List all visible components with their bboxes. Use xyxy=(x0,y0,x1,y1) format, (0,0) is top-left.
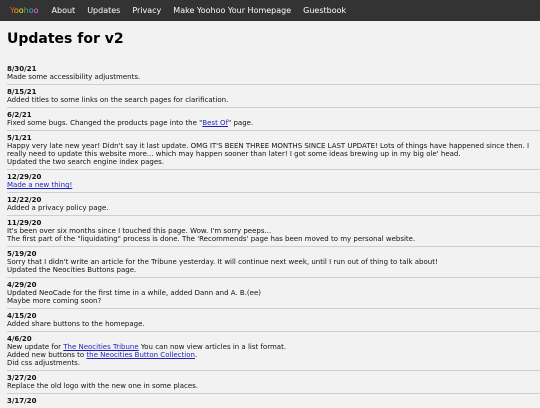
main-content xyxy=(0,21,540,408)
update-text-segment: New update for xyxy=(7,343,64,351)
update-text xyxy=(7,204,540,212)
update-entry xyxy=(7,331,540,370)
update-date: 5/19/20 xyxy=(7,250,37,258)
update-text xyxy=(7,343,540,351)
update-text-segment: Updated the two search engine index pages. xyxy=(7,158,165,166)
update-link[interactable]: Made a new thing! xyxy=(7,181,73,189)
update-text-segment: Updated NeoCade for the first time in a while, added Dann and A. B.(ee) xyxy=(7,289,261,297)
update-text xyxy=(7,181,540,189)
update-link[interactable]: the Neocities Button Collection xyxy=(86,351,195,359)
update-text-segment: . xyxy=(194,351,198,359)
update-date: 8/15/21 xyxy=(7,88,37,96)
update-date: 12/22/20 xyxy=(7,196,42,204)
update-text-segment: Added share buttons to the homepage. xyxy=(7,320,145,328)
update-text-segment: " page. xyxy=(228,119,254,127)
update-text-segment: Happy very late new year! Didn't say it last update. OMG IT'S BEEN THREE MONTHS SINCE LAST UPDATE! Lots of things have happened since then. I really need to update this website more... which may happen sooner than later! I got some ideas brewing up in my big ole' head. xyxy=(7,142,530,158)
update-text xyxy=(7,258,540,266)
update-date: 4/6/20 xyxy=(7,335,32,343)
update-text xyxy=(7,320,540,328)
update-entry xyxy=(7,62,540,84)
update-entry xyxy=(7,246,540,277)
update-date: 5/1/21 xyxy=(7,134,32,142)
brand-letter: o xyxy=(33,6,39,15)
nav-privacy[interactable]: Privacy xyxy=(132,6,162,15)
update-date: 3/17/20 xyxy=(7,397,37,405)
update-text xyxy=(7,158,540,166)
nav-updates[interactable]: Updates xyxy=(87,6,121,15)
update-entry xyxy=(7,130,540,169)
update-text xyxy=(7,227,540,235)
brand-letter: o xyxy=(18,6,24,15)
brand-letter: Y xyxy=(10,6,14,15)
update-entry xyxy=(7,308,540,331)
update-entry xyxy=(7,277,540,308)
update-text-segment: Did css adjustments. xyxy=(7,359,81,367)
update-text-segment: Sorry that I didn't write an article for the Tribune yesterday. It will continue next week, until I run out of thing to talk about! xyxy=(7,258,438,266)
update-text xyxy=(7,119,540,127)
brand-letter: o xyxy=(28,6,34,15)
update-date: 11/29/20 xyxy=(7,219,42,227)
update-entry xyxy=(7,393,540,408)
brand-letter: h xyxy=(23,6,29,15)
update-text-segment: Added a privacy policy page. xyxy=(7,204,109,212)
update-text xyxy=(7,297,540,305)
update-text xyxy=(7,96,540,104)
update-date: 4/15/20 xyxy=(7,312,37,320)
update-text-segment: Fixed some bugs. Changed the products page into the " xyxy=(7,119,203,127)
update-text-segment: The first part of the "liquidating" process is done. The 'Recommends' page has been moved to my personal website. xyxy=(7,235,416,243)
update-text-segment: Added new buttons to xyxy=(7,351,87,359)
update-entry xyxy=(7,107,540,130)
nav-guestbook[interactable]: Guestbook xyxy=(303,6,347,15)
nav-about[interactable]: About xyxy=(51,6,76,15)
page-title: Updates for v2 xyxy=(7,31,124,47)
nav-make-homepage[interactable]: Make Yoohoo Your Homepage xyxy=(173,6,292,15)
update-text xyxy=(7,351,540,359)
top-navbar xyxy=(0,0,540,21)
update-text-segment: Maybe more coming soon? xyxy=(7,297,102,305)
update-date: 12/29/20 xyxy=(7,173,42,181)
update-text-segment: Added titles to some links on the search pages for clarification. xyxy=(7,96,229,104)
update-date: 8/30/21 xyxy=(7,65,37,73)
update-entry xyxy=(7,192,540,215)
brand-logo-link[interactable] xyxy=(4,0,46,21)
update-entry xyxy=(7,169,540,192)
update-text-segment: It's been over six months since I touched this page. Wow. I'm sorry peeps... xyxy=(7,227,272,235)
update-list xyxy=(7,62,540,408)
update-entry xyxy=(7,215,540,246)
update-text xyxy=(7,235,540,243)
brand-letter: o xyxy=(13,6,19,15)
update-text xyxy=(7,382,540,390)
update-text-segment: Replace the old logo with the new one in some places. xyxy=(7,382,199,390)
update-text xyxy=(7,73,540,81)
update-date: 4/29/20 xyxy=(7,281,37,289)
update-link[interactable]: Best Of xyxy=(202,119,229,127)
update-text xyxy=(7,266,540,274)
update-text-segment: Made some accessibility adjustments. xyxy=(7,73,141,81)
update-text xyxy=(7,359,540,367)
update-date: 3/27/20 xyxy=(7,374,37,382)
update-text xyxy=(7,289,540,297)
update-date: 6/2/21 xyxy=(7,111,32,119)
update-text-segment: You can now view articles in a list format. xyxy=(138,343,287,351)
update-entry xyxy=(7,370,540,393)
update-link[interactable]: The Neocities Tribune xyxy=(63,343,139,351)
update-text-segment: Updated the Neocities Buttons page. xyxy=(7,266,137,274)
update-text xyxy=(7,142,540,158)
update-entry xyxy=(7,84,540,107)
